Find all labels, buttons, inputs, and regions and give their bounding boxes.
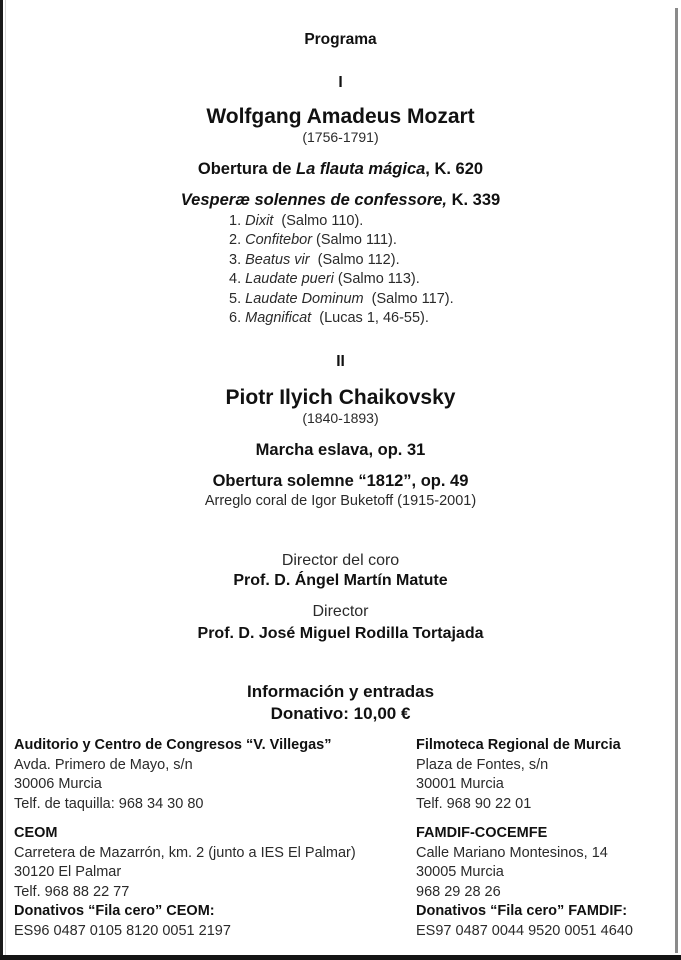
- movement-ref: (Salmo 117).: [363, 290, 454, 307]
- venue-city: 30006 Murcia: [14, 776, 102, 793]
- iban: ES96 0487 0105 8120 0051 2197: [14, 922, 231, 939]
- venue-phone: 968 29 28 26: [416, 883, 501, 900]
- movement-item: [229, 212, 454, 231]
- movement-title: Beatus vir: [245, 251, 310, 268]
- movement-item: [229, 231, 454, 250]
- movement-item: [229, 290, 454, 309]
- movement-title: Dixit: [245, 213, 274, 229]
- work-1812-overture: Obertura solemne “1812”, op. 49: [212, 472, 469, 490]
- movement-ref: (Salmo 112).: [309, 251, 400, 268]
- venue-phone: Telf. de taquilla: 968 34 30 80: [14, 795, 204, 812]
- venue-famdif: [416, 824, 633, 942]
- venue-address: Carretera de Mazarrón, km. 2 (junto a IES El Palmar): [14, 844, 356, 861]
- info-heading: Información y entradas: [246, 682, 435, 701]
- movement-list: [229, 212, 454, 328]
- arrangement-note: Arreglo coral de Igor Buketoff (1915-2001): [204, 493, 477, 509]
- donation-label: Donativos “Fila cero” FAMDIF:: [416, 903, 628, 920]
- director-name: Prof. D. José Miguel Rodilla Tortajada: [197, 625, 484, 642]
- work-magic-flute: [0, 160, 681, 179]
- composer-chaikovsky-dates: (1840-1893): [302, 410, 379, 426]
- venue-name: CEOM: [14, 825, 58, 841]
- part-numeral-1: I: [338, 74, 343, 91]
- movement-number: 6.: [229, 310, 246, 327]
- venue-ceom: [14, 824, 356, 942]
- venue-city: 30005 Murcia: [416, 864, 504, 881]
- movement-number: 3.: [229, 251, 246, 268]
- composer-chaikovsky: Piotr Ilyich Chaikovsky: [225, 386, 456, 409]
- part-numeral-2: II: [336, 353, 345, 370]
- venue-phone: Telf. 968 88 22 77: [14, 883, 130, 900]
- program-title: Programa: [304, 31, 377, 48]
- venue-address: Calle Mariano Montesinos, 14: [416, 844, 608, 861]
- work-prefix: Obertura de: [197, 160, 296, 178]
- venue-auditorio: [14, 736, 331, 814]
- iban: ES97 0487 0044 9520 0051 4640: [416, 922, 633, 939]
- movement-ref: (Salmo 110).: [273, 213, 364, 229]
- venue-address: Avda. Primero de Mayo, s/n: [14, 756, 193, 773]
- venue-phone: Telf. 968 90 22 01: [416, 795, 532, 812]
- venue-address: Plaza de Fontes, s/n: [416, 756, 549, 773]
- venue-city: 30120 El Palmar: [14, 864, 122, 881]
- movement-item: [229, 270, 454, 289]
- choir-director-name: Prof. D. Ángel Martín Matute: [233, 572, 448, 589]
- composer-mozart-dates: (1756-1791): [302, 129, 379, 145]
- movement-ref: (Lucas 1, 46-55).: [311, 310, 429, 327]
- work-marcha-eslava: Marcha eslava, op. 31: [255, 441, 426, 459]
- venue-name: Filmoteca Regional de Murcia: [416, 737, 621, 753]
- movement-number: 4.: [229, 271, 246, 288]
- movement-ref: (Salmo 111).: [312, 232, 397, 249]
- movement-number: 2.: [229, 232, 246, 249]
- choir-director-label: Director del coro: [281, 552, 400, 569]
- movement-title: Laudate Dominum: [245, 290, 364, 307]
- page-border-bottom: [0, 955, 681, 960]
- work-suffix: , K. 620: [425, 160, 484, 178]
- venue-filmoteca: [416, 736, 621, 814]
- movement-ref: (Salmo 113).: [333, 271, 420, 288]
- director-label: Director: [312, 603, 369, 620]
- work-title: Vesperæ solennes de confessore,: [180, 191, 448, 209]
- work-title: La flauta mágica: [296, 160, 426, 178]
- movement-number: 1.: [229, 213, 246, 229]
- venue-name: Auditorio y Centro de Congresos “V. Villegas”: [14, 737, 332, 753]
- movement-item: [229, 309, 454, 328]
- composer-mozart: Wolfgang Amadeus Mozart: [206, 105, 475, 128]
- movement-item: [229, 251, 454, 270]
- movement-number: 5.: [229, 290, 246, 307]
- venue-name: FAMDIF-COCEMFE: [416, 825, 548, 841]
- venue-city: 30001 Murcia: [416, 776, 504, 793]
- work-suffix: K. 339: [447, 191, 501, 209]
- donation-label: Donativos “Fila cero” CEOM:: [14, 903, 215, 920]
- donation-price: Donativo: 10,00 €: [270, 704, 411, 723]
- movement-title: Confitebor: [245, 232, 313, 249]
- movement-title: Laudate pueri: [245, 271, 334, 288]
- work-vesperae: [0, 191, 681, 210]
- movement-title: Magnificat: [245, 310, 312, 327]
